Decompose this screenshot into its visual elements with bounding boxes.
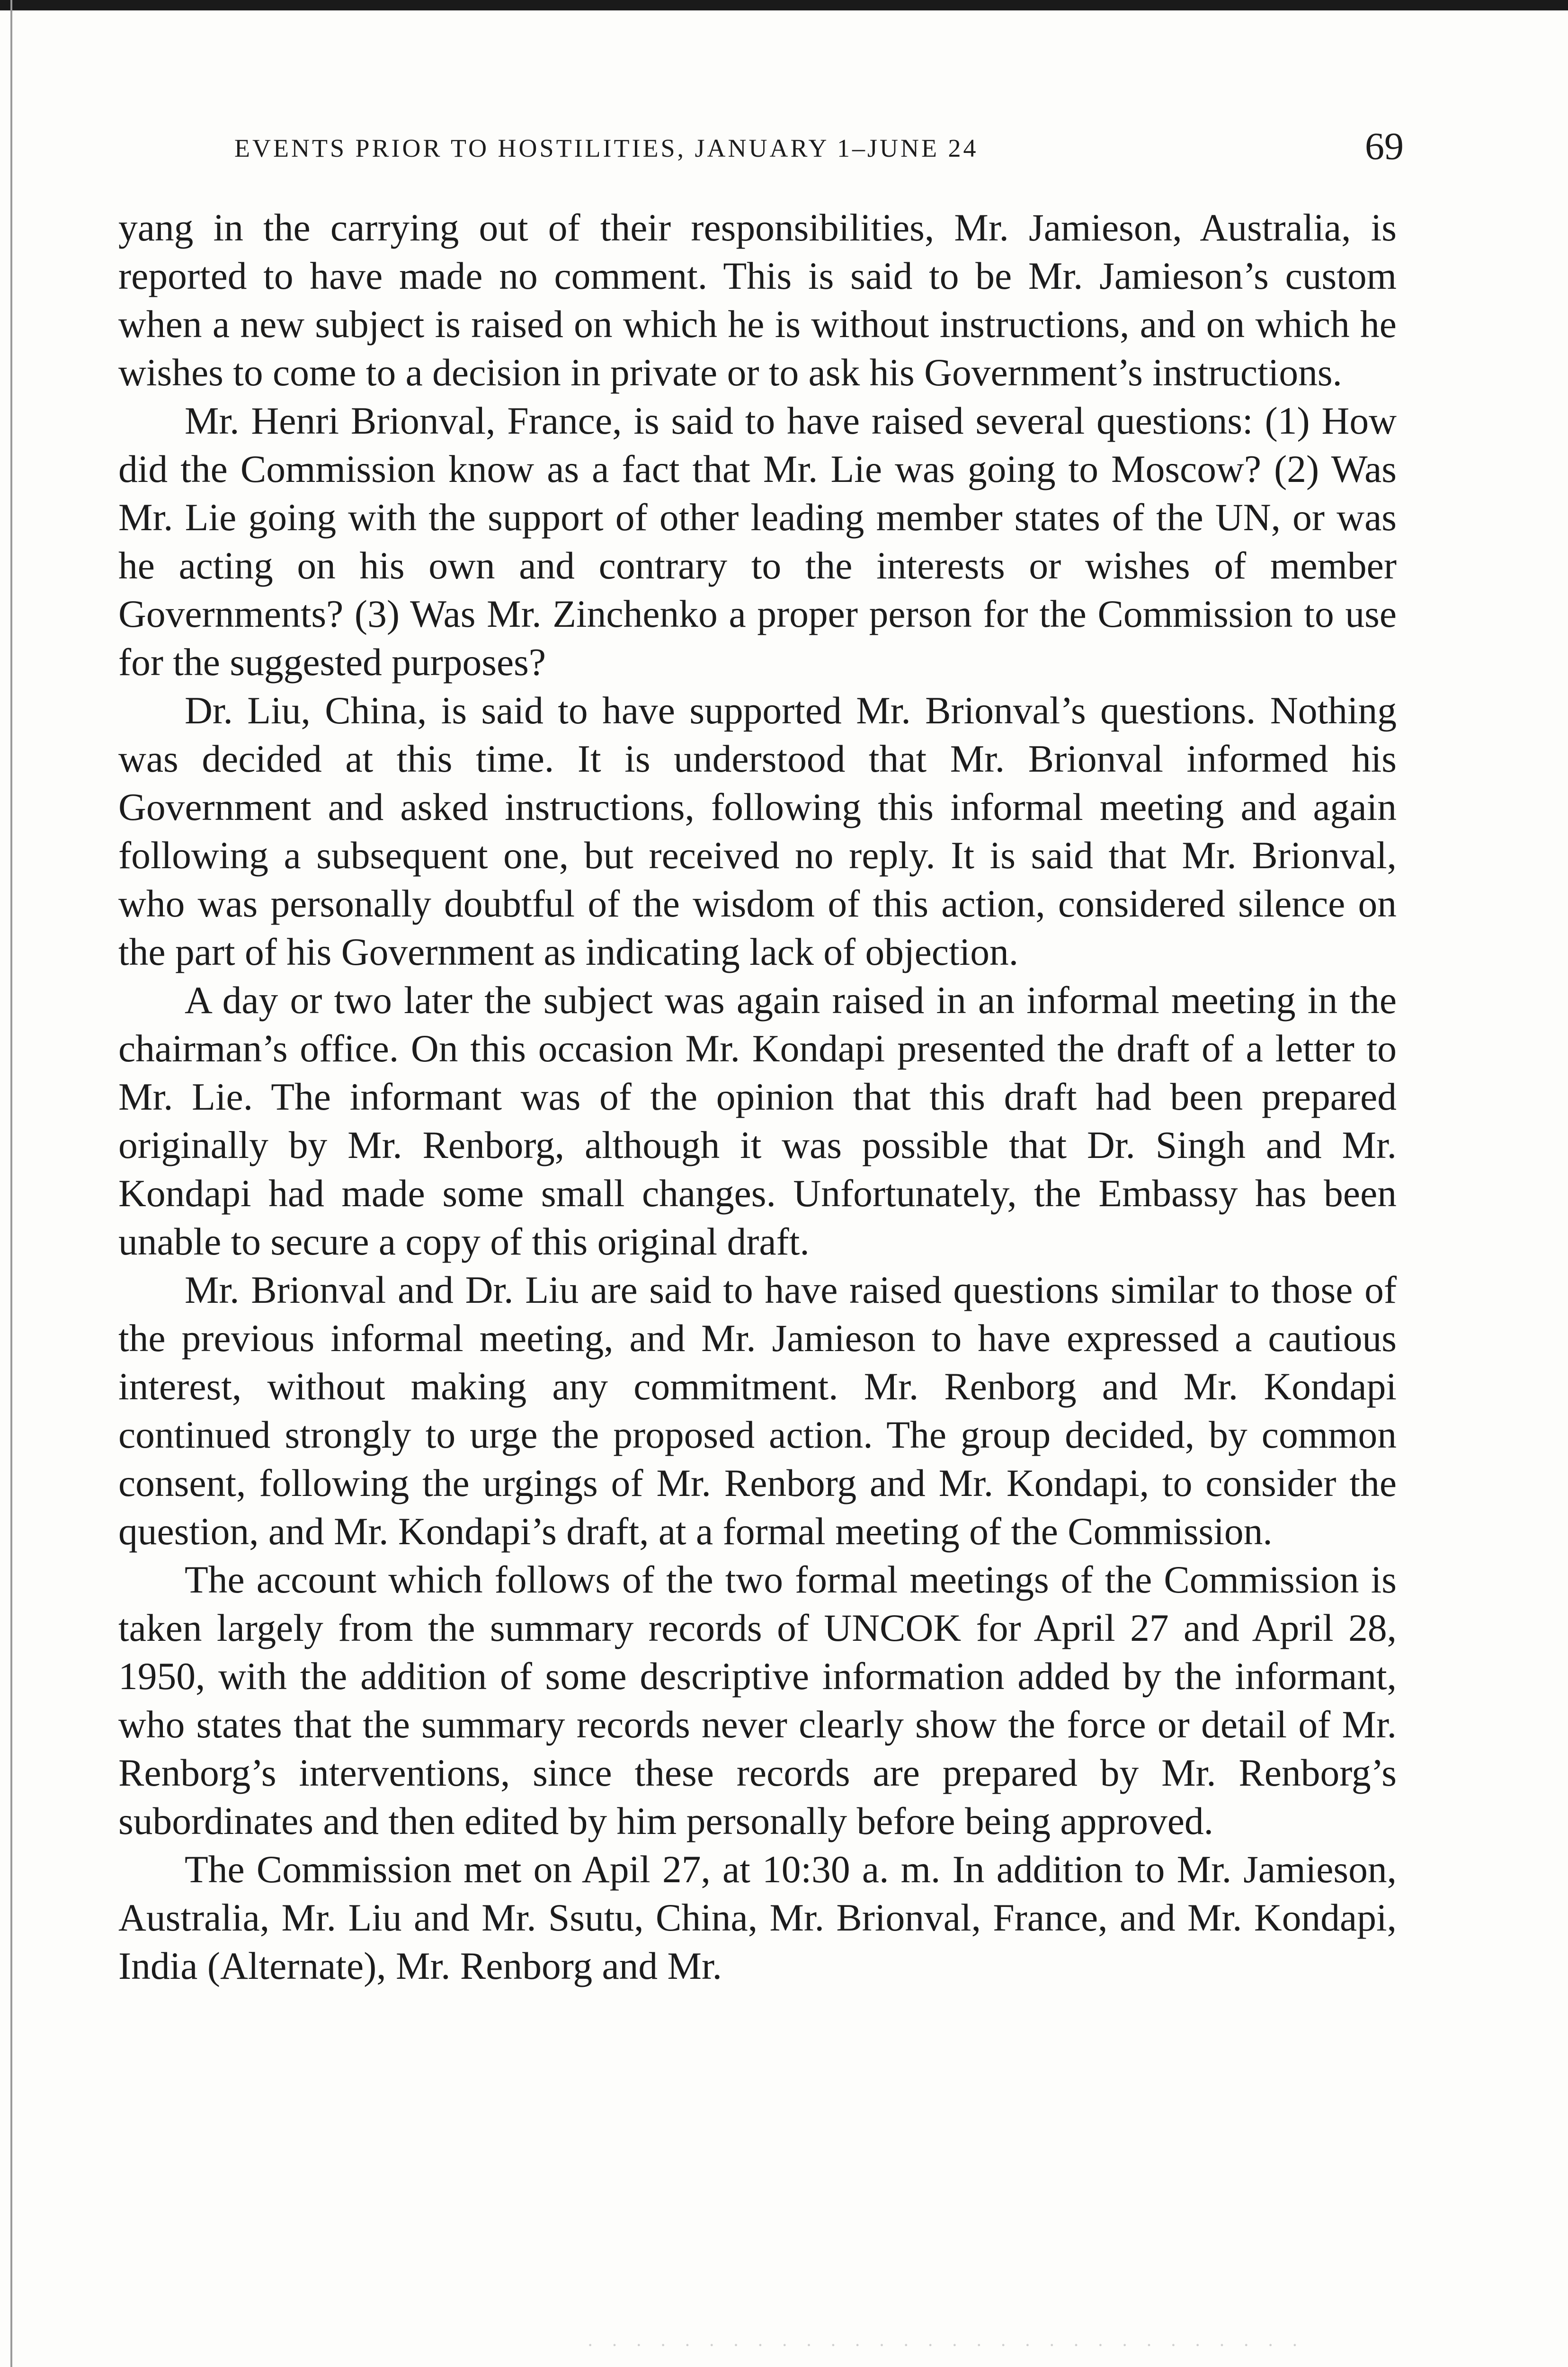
body-text: [118, 204, 1397, 1990]
paragraph-1: yang in the carrying out of their responsibilities, Mr. Jamieson, Australia, is reported to have made no comment. This is said to be Mr. Jamieson’s custom when a new subject is raised on which he is without instructions, and on which he wishes to come to a decision in private or to ask his Government’s instructions.: [118, 206, 1397, 394]
paragraph-6: The account which follows of the two formal meetings of the Commission is taken largely from the summary records of UNCOK for April 27 and April 28, 1950, with the addition of some descriptive information added by the informant, who states that the summary records never clearly show the force or detail of Mr. Renborg’s interventions, since these records are prepared by Mr. Renborg’s subordinates and then edited by him personally before being approved.: [118, 1558, 1397, 1842]
bleed-through-smudge: · · · · · · · · · · · · · · · · · · · · · · · · · · · · · ·: [587, 2334, 1305, 2356]
paragraph-4: A day or two later the subject was again raised in an informal meeting in the chairman’s office. On this occasion Mr. Kondapi presented the draft of a letter to Mr. Lie. The informant was of the opinion that this draft had been prepared originally by Mr. Renborg, although it was possible that Dr. Singh and Mr. Kondapi had made some small changes. Unfortunately, the Embassy has been unable to secure a copy of this original draft.: [118, 979, 1397, 1263]
page-header: [234, 124, 1404, 176]
paragraph-3: Dr. Liu, China, is said to have supported Mr. Brionval’s questions. Nothing was decided at this time. It is understood that Mr. Brionval informed his Government and asked instructions, following this informal meeting and again following a subsequent one, but received no reply. It is said that Mr. Brionval, who was personally doubtful of the wisdom of this action, considered silence on the part of his Government as indicating lack of objection.: [118, 689, 1397, 973]
page-number: 69: [1365, 125, 1404, 168]
scan-left-edge: [10, 0, 12, 2367]
paragraph-7: The Commission met on Apil 27, at 10:30 a. m. In addition to Mr. Jamieson, Australia, Mr. Liu and Mr. Ssutu, China, Mr. Brionval, France, and Mr. Kondapi, India (Alternate), Mr. Renborg and Mr.: [118, 1848, 1397, 1987]
running-head: EVENTS PRIOR TO HOSTILITIES, JANUARY 1–JUNE 24: [234, 134, 979, 162]
paragraph-5: Mr. Brionval and Dr. Liu are said to have raised questions similar to those of the previous informal meeting, and Mr. Jamieson to have expressed a cautious interest, without making any commitment. Mr. Renborg and Mr. Kondapi continued strongly to urge the proposed action. The group decided, by common consent, following the urgings of Mr. Renborg and Mr. Kondapi, to consider the question, and Mr. Kondapi’s draft, at a formal meeting of the Commission.: [118, 1268, 1397, 1553]
paragraph-2: Mr. Henri Brionval, France, is said to have raised several questions: (1) How did the Commission know as a fact that Mr. Lie was going to Moscow? (2) Was Mr. Lie going with the support of other leading member states of the UN, or was he acting on his own and contrary to the interests or wishes of member Governments? (3) Was Mr. Zinchenko a proper person for the Commission to use for the suggested purposes?: [118, 399, 1397, 684]
scan-top-border: [0, 0, 1568, 10]
